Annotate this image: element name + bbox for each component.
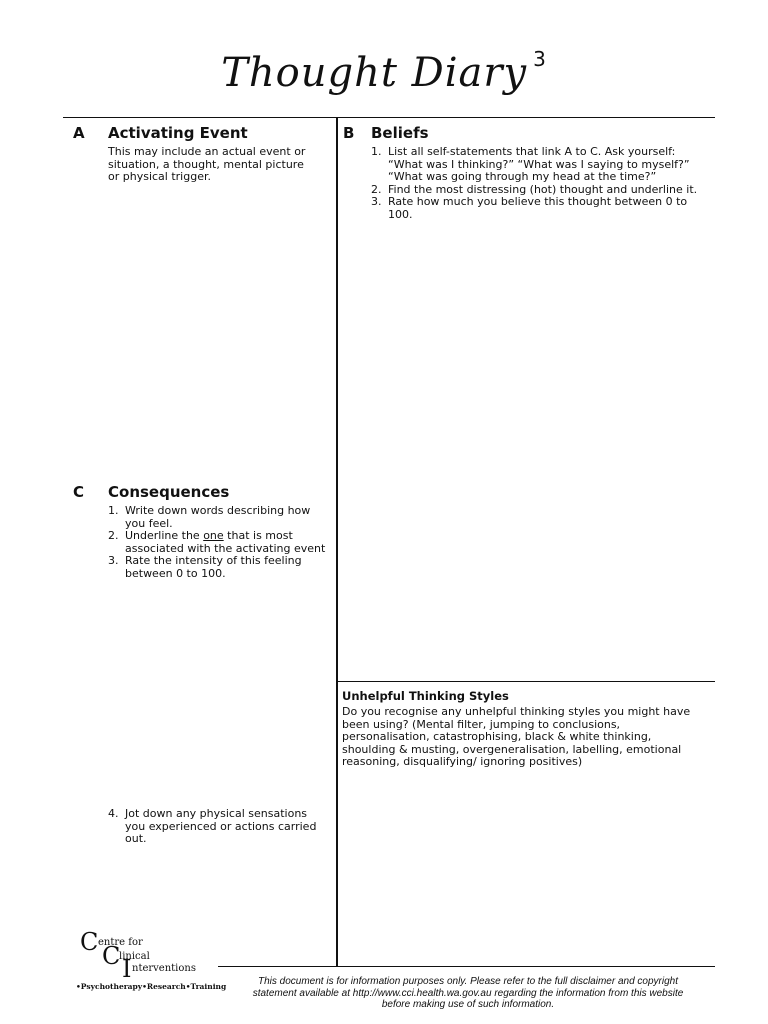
list-text: List all self-statements that link A to C. Ask yourself: “What was I thinking?” “What was I saying to myself?” “What was going through my head at the time?” <box>388 145 690 183</box>
list-number: 3. <box>108 554 119 567</box>
top-divider <box>63 117 715 118</box>
list-text: Rate how much you believe this thought between 0 to 100. <box>388 195 688 221</box>
title-superscript: 3 <box>533 46 547 71</box>
logo-text-centre: entre for <box>98 937 143 948</box>
list-item <box>371 196 711 221</box>
section-b-letter: B <box>343 124 355 142</box>
section-a-description: This may include an actual event or situation, a thought, mental picture or physical trigger. <box>108 145 306 183</box>
unhelpful-styles-divider <box>338 681 715 682</box>
center-divider <box>336 118 338 966</box>
list-item <box>108 530 328 555</box>
list-number: 4. <box>108 807 119 820</box>
disclaimer-line-3: before making use of such information. <box>381 999 555 1010</box>
page-title <box>0 46 768 96</box>
logo-text-clinical: linical <box>119 951 150 962</box>
logo-text-interventions: nterventions <box>132 963 196 974</box>
logo-letter-i: I <box>122 955 132 983</box>
list-text: Rate the intensity of this feeling between 0 to 100. <box>125 554 302 580</box>
disclaimer-line-2: statement available at http://www.cci.health.wa.gov.au regarding the information from this website <box>252 987 684 999</box>
list-text-pre: Underline the <box>125 529 204 542</box>
disclaimer-line-1: This document is for information purposes only. Please refer to the full disclaimer and copyright <box>257 976 678 987</box>
logo-tagline: •Psychotherapy•Research•Training <box>76 982 227 991</box>
section-c-item-4 <box>108 808 328 846</box>
list-number: 2. <box>108 529 119 542</box>
list-number: 1. <box>371 145 382 158</box>
section-c-title: Consequences <box>108 483 230 501</box>
title-text: Thought Diary <box>221 50 528 96</box>
list-text: Find the most distressing (hot) thought and underline it. <box>388 182 698 196</box>
logo-letter-c1: C <box>80 928 99 956</box>
section-c-letter: C <box>73 483 85 501</box>
list-number: 2. <box>371 182 382 196</box>
section-b-title: Beliefs <box>371 124 429 142</box>
cci-logo <box>72 928 227 994</box>
list-text: Jot down any physical sensations you experienced or actions carried out. <box>125 807 317 845</box>
section-b-list <box>371 146 711 221</box>
list-number: 1. <box>108 504 119 517</box>
list-text: Write down words describing how you feel. <box>125 504 311 530</box>
logo-letter-c2: C <box>102 942 121 970</box>
list-item <box>108 505 328 530</box>
footer-disclaimer <box>218 976 718 1011</box>
section-a-letter: A <box>73 124 85 142</box>
underlined-word: one <box>203 529 224 542</box>
list-item <box>371 146 711 184</box>
list-number: 3. <box>371 195 382 208</box>
section-c-list <box>108 505 328 580</box>
list-item <box>108 808 328 846</box>
footer-divider <box>218 966 715 967</box>
section-a-title: Activating Event <box>108 124 248 142</box>
unhelpful-styles-title: Unhelpful Thinking Styles <box>342 689 509 703</box>
list-text-post: that is most associated with the activating event <box>125 529 326 555</box>
unhelpful-styles-body: Do you recognise any unhelpful thinking styles you might have been using? (Mental filter, jumping to conclusions, personalisation, catastrophising, black & white thinking, shoulding & musting, overgeneralisation, labelling, emotional reasoning, disqualifying/ ignoring positives) <box>342 705 691 768</box>
list-item <box>108 555 328 580</box>
